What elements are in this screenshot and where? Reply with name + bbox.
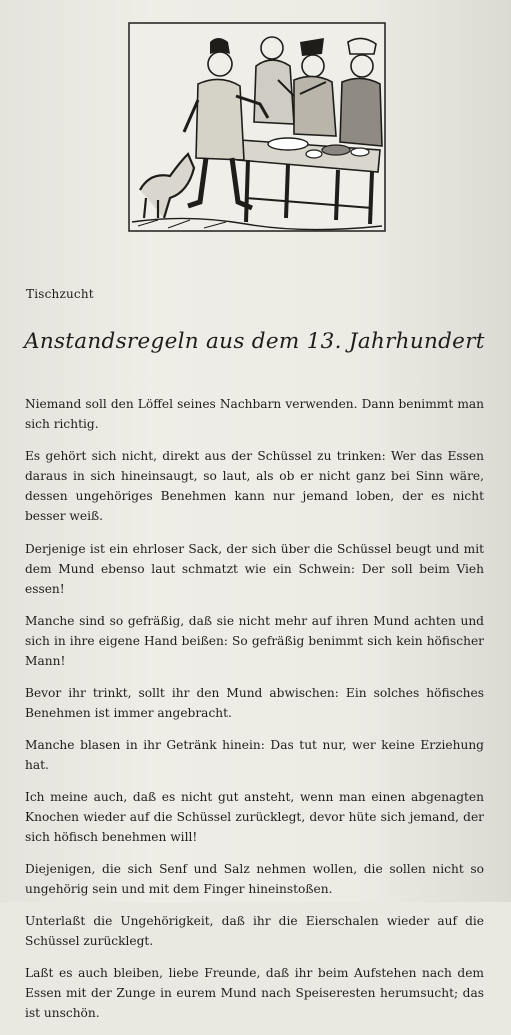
rule-paragraph: Derjenige ist ein ehrloser Sack, der sich über die Schüssel beugt und mit dem Mund ebenso laut schmatzt wie ein Schwein: Der soll beim Vieh essen! (25, 542, 484, 596)
rule-paragraph: Unterlaßt die Ungehörigkeit, daß ihr die Eierschalen wieder auf die Schüssel zurücklegt. (25, 914, 484, 948)
rule-paragraph: Laßt es auch bleiben, liebe Freunde, daß ihr beim Aufstehen nach dem Essen mit der Zunge in eurem Mund nach Speiseresten herumsucht; das ist unschön. (25, 966, 484, 1020)
rule-paragraph: Ich meine auch, daß es nicht gut ansteht, wenn man einen abgenagten Knochen wieder auf die Schüssel zurücklegt, devor hüte sich jemand, der sich höfisch benehmen will! (25, 790, 484, 844)
rule-paragraph: Diejenigen, die sich Senf und Salz nehmen wollen, die sollen nicht so ungehörig sein und mit dem Finger hineinstoßen. (25, 862, 484, 896)
rule-paragraph: Bevor ihr trinkt, sollt ihr den Mund abwischen: Ein solches höfisches Benehmen ist immer angebracht. (25, 686, 484, 720)
rule-paragraph: Es gehört sich nicht, direkt aus der Schüssel zu trinken: Wer das Essen daraus in sich hineinsaugt, so laut, als ob er nicht ganz bei Sinn wäre, dessen ungehöriges Benehmen kann nur jemand loben, der es nicht besser weiß. (25, 449, 484, 523)
section-kicker: Tischzucht (26, 287, 94, 301)
page-title: Anstandsregeln aus dem 13. Jahrhundert (24, 329, 485, 354)
rules-list (25, 394, 484, 1035)
rule-paragraph: Manche sind so gefräßig, daß sie nicht mehr auf ihren Mund achten und sich in ihre eigene Hand beißen: So gefräßig benimmt sich kein höfischer Mann! (25, 614, 484, 668)
rule-paragraph: Niemand soll den Löffel seines Nachbarn verwenden. Dann benimmt man sich richtig. (25, 397, 484, 431)
woodcut-illustration (128, 22, 386, 232)
rule-paragraph: Manche blasen in ihr Getränk hinein: Das tut nur, wer keine Erziehung hat. (25, 738, 484, 772)
